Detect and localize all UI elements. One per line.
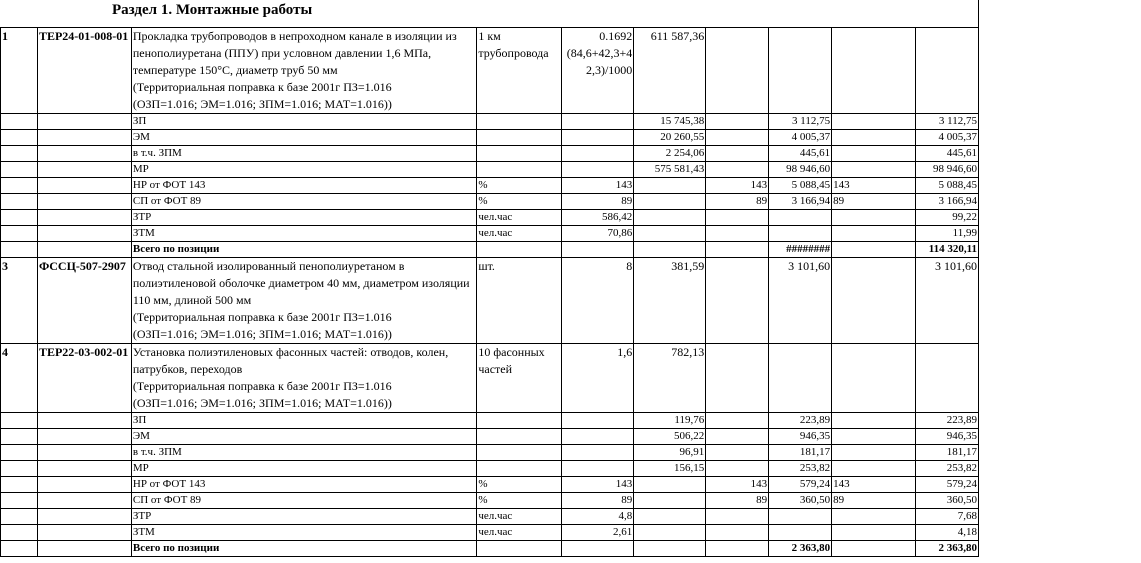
component-sum-base: 98 946,60: [769, 162, 832, 178]
item-price: 782,13: [634, 344, 706, 413]
component-sum-current: 579,24: [915, 477, 978, 493]
empty-cell: [1, 226, 38, 242]
component-sum-current: 98 946,60: [915, 162, 978, 178]
component-sum-base: 579,24: [769, 477, 832, 493]
total-sum-current: 114 320,11: [915, 242, 978, 258]
component-unit: [477, 461, 562, 477]
item-note-coefficients: (ОЗП=1.016; ЭМ=1.016; ЗПМ=1.016; МАТ=1.016)): [132, 327, 392, 341]
empty-cell: [1, 541, 38, 557]
component-unit: чел.час: [477, 210, 562, 226]
cost-component-row: [1, 178, 979, 194]
item-quantity: 8: [562, 258, 634, 344]
empty-cell: [706, 242, 769, 258]
total-sum-base: 2 363,80: [769, 541, 832, 557]
component-sum-base: [769, 210, 832, 226]
empty-cell: [562, 541, 634, 557]
component-sum-current: 99,22: [915, 210, 978, 226]
component-price: [634, 194, 706, 210]
empty-cell: [37, 162, 131, 178]
empty-cell: [37, 178, 131, 194]
component-qty: [562, 130, 634, 146]
item-note-coefficients: (ОЗП=1.016; ЭМ=1.016; ЗПМ=1.016; МАТ=1.016)): [132, 396, 392, 410]
item-unit: шт.: [477, 258, 562, 344]
component-coef-current: [832, 525, 916, 541]
component-price: [634, 226, 706, 242]
empty-cell: [37, 509, 131, 525]
coef-cell: [832, 28, 916, 114]
component-sum-current: 7,68: [915, 509, 978, 525]
sum-current-cell: [915, 28, 978, 114]
empty-cell: [1, 493, 38, 509]
component-unit: [477, 114, 562, 130]
component-sum-base: 445,61: [769, 146, 832, 162]
component-qty: [562, 461, 634, 477]
item-quantity: 1,6: [562, 344, 634, 413]
component-sum-base: 3 112,75: [769, 114, 832, 130]
component-price: [634, 493, 706, 509]
section-title: Раздел 1. Монтажные работы: [112, 2, 313, 18]
component-sum-base: 253,82: [769, 461, 832, 477]
empty-cell: [1, 477, 38, 493]
sum-current-cell: [915, 344, 978, 413]
component-coef-current: [832, 226, 916, 242]
estimate-item-row: [1, 258, 979, 344]
empty-cell: [1, 461, 38, 477]
item-price: 381,59: [634, 258, 706, 344]
component-coef-current: [832, 509, 916, 525]
section-header: [0, 0, 979, 28]
component-label: НР от ФОТ 143: [131, 477, 476, 493]
cost-component-row: [1, 413, 979, 429]
item-number: 3: [1, 258, 38, 344]
component-coef-current: [832, 445, 916, 461]
component-sum-current: 5 088,45: [915, 178, 978, 194]
component-coef-current: 143: [832, 178, 916, 194]
empty-cell: [37, 525, 131, 541]
component-price: 575 581,43: [634, 162, 706, 178]
component-unit: %: [477, 477, 562, 493]
component-coef-base: [706, 525, 769, 541]
component-price: [634, 210, 706, 226]
empty-cell: [37, 429, 131, 445]
empty-cell: [832, 541, 916, 557]
empty-cell: [37, 130, 131, 146]
component-coef-base: 89: [706, 493, 769, 509]
component-label: ЗП: [131, 114, 476, 130]
qty-line: 2,3)/1000: [585, 63, 633, 77]
component-sum-current: 223,89: [915, 413, 978, 429]
component-sum-current: 3 112,75: [915, 114, 978, 130]
component-unit: %: [477, 178, 562, 194]
component-qty: [562, 445, 634, 461]
total-sum-current: 2 363,80: [915, 541, 978, 557]
empty-cell: [1, 242, 38, 258]
component-price: 15 745,38: [634, 114, 706, 130]
component-coef-base: [706, 509, 769, 525]
estimate-item-row: [1, 28, 979, 114]
component-price: 20 260,55: [634, 130, 706, 146]
component-price: [634, 525, 706, 541]
sum-base-cell: 3 101,60: [769, 258, 832, 344]
empty-cell: [1, 178, 38, 194]
component-coef-base: [706, 162, 769, 178]
component-unit: [477, 162, 562, 178]
empty-cell: [37, 226, 131, 242]
item-code: ТЕР24-01-008-01: [37, 28, 131, 114]
component-label: ЗП: [131, 413, 476, 429]
component-coef-base: [706, 210, 769, 226]
cost-component-row: [1, 194, 979, 210]
component-unit: [477, 413, 562, 429]
component-coef-current: [832, 114, 916, 130]
component-qty: 4,8: [562, 509, 634, 525]
component-unit: [477, 445, 562, 461]
component-coef-current: [832, 146, 916, 162]
coef-cell: [706, 28, 769, 114]
component-coef-current: 89: [832, 194, 916, 210]
item-number: 4: [1, 344, 38, 413]
component-unit: [477, 130, 562, 146]
component-label: МР: [131, 162, 476, 178]
coef-cell: [832, 258, 916, 344]
item-code: ТЕР22-03-002-01: [37, 344, 131, 413]
empty-cell: [1, 146, 38, 162]
empty-cell: [1, 445, 38, 461]
empty-cell: [37, 461, 131, 477]
component-coef-current: 89: [832, 493, 916, 509]
component-coef-base: [706, 130, 769, 146]
item-price: 611 587,36: [634, 28, 706, 114]
component-sum-base: [769, 509, 832, 525]
component-coef-current: [832, 429, 916, 445]
item-number: 1: [1, 28, 38, 114]
component-coef-base: [706, 413, 769, 429]
item-quantity: [562, 28, 634, 114]
empty-cell: [1, 130, 38, 146]
component-price: 506,22: [634, 429, 706, 445]
empty-cell: [1, 162, 38, 178]
component-qty: 70,86: [562, 226, 634, 242]
item-description: [131, 258, 476, 344]
component-coef-current: [832, 210, 916, 226]
component-sum-current: 4 005,37: [915, 130, 978, 146]
estimate-item-row: [1, 344, 979, 413]
empty-cell: [37, 146, 131, 162]
cost-component-row: [1, 226, 979, 242]
component-qty: 143: [562, 477, 634, 493]
empty-cell: [477, 242, 562, 258]
cost-component-row: [1, 162, 979, 178]
component-qty: [562, 114, 634, 130]
empty-cell: [1, 413, 38, 429]
coef-cell: [706, 258, 769, 344]
item-note-coefficients: (ОЗП=1.016; ЭМ=1.016; ЗПМ=1.016; МАТ=1.016)): [132, 97, 392, 111]
component-coef-current: [832, 461, 916, 477]
empty-cell: [37, 210, 131, 226]
empty-cell: [37, 541, 131, 557]
cost-component-row: [1, 429, 979, 445]
component-sum-current: 181,17: [915, 445, 978, 461]
component-label: СП от ФОТ 89: [131, 493, 476, 509]
component-label: ЭМ: [131, 130, 476, 146]
component-label: ЗТМ: [131, 226, 476, 242]
component-coef-base: [706, 461, 769, 477]
total-label: Всего по позиции: [131, 541, 476, 557]
component-coef-base: 143: [706, 178, 769, 194]
empty-cell: [37, 413, 131, 429]
item-total-row: [1, 541, 979, 557]
component-label: ЗТР: [131, 210, 476, 226]
component-sum-current: 11,99: [915, 226, 978, 242]
cost-component-row: [1, 525, 979, 541]
empty-cell: [37, 114, 131, 130]
empty-cell: [37, 242, 131, 258]
component-qty: [562, 429, 634, 445]
cost-component-row: [1, 146, 979, 162]
component-qty: 586,42: [562, 210, 634, 226]
sum-base-cell: [769, 28, 832, 114]
component-price: 96,91: [634, 445, 706, 461]
component-label: ЗТМ: [131, 525, 476, 541]
component-sum-current: 3 166,94: [915, 194, 978, 210]
component-sum-current: 445,61: [915, 146, 978, 162]
empty-cell: [1, 114, 38, 130]
component-sum-base: 4 005,37: [769, 130, 832, 146]
component-price: 156,15: [634, 461, 706, 477]
component-label: в т.ч. ЗПМ: [131, 146, 476, 162]
empty-cell: [1, 429, 38, 445]
component-qty: 2,61: [562, 525, 634, 541]
component-price: 119,76: [634, 413, 706, 429]
component-sum-current: 4,18: [915, 525, 978, 541]
component-price: [634, 509, 706, 525]
item-unit: 1 км трубопровода: [477, 28, 562, 114]
item-description: [131, 28, 476, 114]
estimate-table: [0, 27, 979, 557]
component-label: СП от ФОТ 89: [131, 194, 476, 210]
component-unit: %: [477, 194, 562, 210]
coef-cell: [832, 344, 916, 413]
item-name: Прокладка трубопроводов в непроходном канале в изоляции из пенополиуретана (ППУ) при условном давлении 1,6 МПа, температуре 150°С, диаметр труб 50 мм: [132, 29, 457, 77]
empty-cell: [37, 194, 131, 210]
component-price: [634, 477, 706, 493]
component-coef-base: [706, 429, 769, 445]
component-label: ЗТР: [131, 509, 476, 525]
component-coef-base: 143: [706, 477, 769, 493]
item-note: (Территориальная поправка к базе 2001г ПЗ=1.016: [132, 379, 392, 393]
item-code: ФССЦ-507-2907: [37, 258, 131, 344]
empty-cell: [477, 541, 562, 557]
total-sum-base: ########: [769, 242, 832, 258]
component-label: ЭМ: [131, 429, 476, 445]
component-coef-base: 89: [706, 194, 769, 210]
empty-cell: [562, 242, 634, 258]
empty-cell: [634, 242, 706, 258]
item-name: Установка полиэтиленовых фасонных частей: отводов, колен, патрубков, переходов: [132, 345, 449, 376]
empty-cell: [706, 541, 769, 557]
component-coef-current: [832, 413, 916, 429]
coef-cell: [706, 344, 769, 413]
component-coef-base: [706, 226, 769, 242]
component-sum-base: 360,50: [769, 493, 832, 509]
component-sum-base: 946,35: [769, 429, 832, 445]
qty-line: (84,6+42,3+4: [566, 46, 633, 60]
item-note: (Территориальная поправка к базе 2001г ПЗ=1.016: [132, 310, 392, 324]
item-total-row: [1, 242, 979, 258]
component-sum-base: 181,17: [769, 445, 832, 461]
component-label: в т.ч. ЗПМ: [131, 445, 476, 461]
cost-component-row: [1, 130, 979, 146]
component-price: 2 254,06: [634, 146, 706, 162]
component-coef-base: [706, 445, 769, 461]
component-qty: [562, 146, 634, 162]
component-sum-base: 3 166,94: [769, 194, 832, 210]
component-qty: [562, 413, 634, 429]
component-sum-current: 253,82: [915, 461, 978, 477]
component-unit: [477, 146, 562, 162]
empty-cell: [832, 242, 916, 258]
total-label: Всего по позиции: [131, 242, 476, 258]
cost-component-row: [1, 477, 979, 493]
cost-component-row: [1, 509, 979, 525]
empty-cell: [1, 509, 38, 525]
component-label: МР: [131, 461, 476, 477]
item-unit: 10 фасонных частей: [477, 344, 562, 413]
component-coef-current: [832, 130, 916, 146]
item-description: [131, 344, 476, 413]
component-sum-current: 360,50: [915, 493, 978, 509]
component-qty: 143: [562, 178, 634, 194]
cost-component-row: [1, 445, 979, 461]
component-sum-base: 5 088,45: [769, 178, 832, 194]
component-label: НР от ФОТ 143: [131, 178, 476, 194]
component-sum-base: [769, 525, 832, 541]
empty-cell: [1, 194, 38, 210]
component-sum-base: 223,89: [769, 413, 832, 429]
sum-base-cell: [769, 344, 832, 413]
component-coef-base: [706, 146, 769, 162]
component-unit: [477, 429, 562, 445]
component-unit: чел.час: [477, 509, 562, 525]
cost-component-row: [1, 461, 979, 477]
component-qty: 89: [562, 194, 634, 210]
empty-cell: [1, 210, 38, 226]
component-price: [634, 178, 706, 194]
component-sum-base: [769, 226, 832, 242]
component-qty: [562, 162, 634, 178]
empty-cell: [37, 477, 131, 493]
cost-component-row: [1, 210, 979, 226]
empty-cell: [37, 493, 131, 509]
cost-component-row: [1, 114, 979, 130]
empty-cell: [37, 445, 131, 461]
component-unit: чел.час: [477, 226, 562, 242]
component-unit: %: [477, 493, 562, 509]
qty-line: 0.1692: [599, 29, 633, 43]
component-coef-current: 143: [832, 477, 916, 493]
sum-current-cell: 3 101,60: [915, 258, 978, 344]
item-note: (Территориальная поправка к базе 2001г ПЗ=1.016: [132, 80, 392, 94]
empty-cell: [634, 541, 706, 557]
component-coef-base: [706, 114, 769, 130]
cost-component-row: [1, 493, 979, 509]
component-sum-current: 946,35: [915, 429, 978, 445]
item-name: Отвод стальной изолированный пенополиуретаном в полиэтиленовой оболочке диаметром 40 мм, диаметром изоляции 110 мм, длиной 500 мм: [132, 259, 470, 307]
component-unit: чел.час: [477, 525, 562, 541]
component-qty: 89: [562, 493, 634, 509]
empty-cell: [1, 525, 38, 541]
component-coef-current: [832, 162, 916, 178]
